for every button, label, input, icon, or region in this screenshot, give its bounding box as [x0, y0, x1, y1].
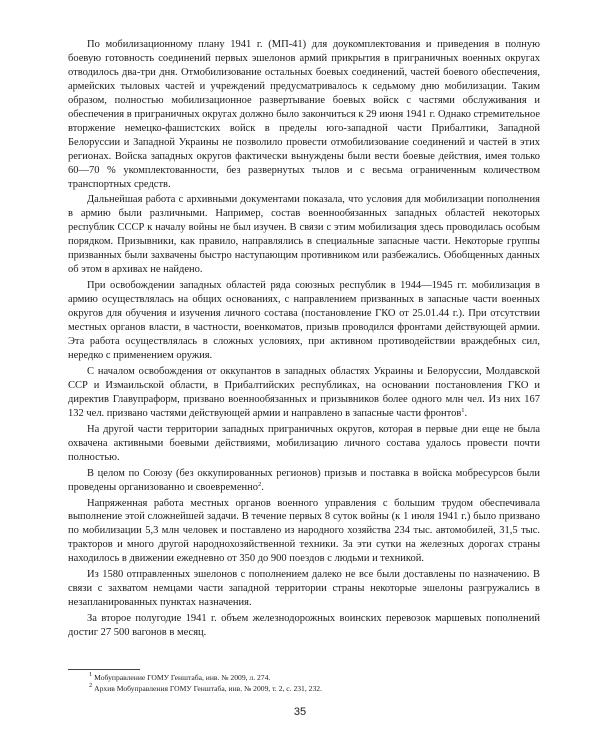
paragraph: Из 1580 отправленных эшелонов с пополнением далеко не все были доставлены по назначению. В связи с захватом немцами части западной территории страны некоторые эшелоны разгружались в незапланированных пунктах назначения.	[68, 569, 540, 609]
footnote-mark: 2	[89, 681, 93, 689]
footnote-text: Мобуправление ГОМУ Генштаба, инв. № 2009, л. 274.	[94, 673, 271, 682]
footnote-reference: 2	[257, 480, 262, 488]
paragraph: По мобилизационному плану 1941 г. (МП-41) для доукомплектования и приведения в полную боевую готовность соединений первых эшелонов армий прикрытия в приграничных военных округах отводилось два-три дня. Отмобилизование остальных боевых соединений, частей боевого обеспечения, армейских тыловых частей и учреждений предусматривалось к седьмому дню мобилизации. Таким образом, полностью мобилизационное развертывание боевых войск с частями обслуживания и обеспечения в приграничных округах должно было закончиться к 29 июня 1941 г. Однако стремительное вторжение немецко-фашистских войск в пределы юго-западной части Прибалтики, Западной Белоруссии и Западной Украины не позволило провести отмобилизование соединений и частей в этих регионах. Войска западных округов фактически вынуждены были вести боевые действия, имея только 60—70 % укомплектованности, без развернутых тылов и с весьма ограниченным количеством транспортных средств.	[68, 39, 540, 190]
footnote-mark: 1	[89, 671, 93, 678]
footnote	[68, 673, 540, 684]
footnote-divider	[68, 669, 140, 670]
page-number: 35	[293, 706, 307, 718]
main-text	[68, 38, 540, 642]
footnote	[68, 681, 540, 695]
paragraph-text: С началом освобождения от оккупантов в западных областях Украины и Белоруссии, Молдавской ССР и Измаильской области, в Прибалтийских республиках, на основании постановления ГКО и директив Главупраформ, призвано военнообязанных и призывников более одного млн чел. Из них 167 132 чел. призвано частями действующей армии и направлено в запасные части фронтов	[68, 365, 540, 419]
footnote-text: Архив Мобуправления ГОМУ Генштаба, инв. № 2009, т. 2, с. 231, 232.	[94, 683, 322, 693]
footnote-reference: 1	[461, 406, 465, 414]
paragraph: При освобождении западных областей ряда союзных республик в 1944—1945 гг. мобилизация в армию осуществлялась на общих основаниях, с направлением призванных в запасные части военных округов для обучения и изучения личного состава (постановление ГКО от 25.01.44 г.). При отсутствии местных органов власти, в частности, военкоматов, призыв проводился фронтами действующей армии. Эта работа осуществлялась в сложных условиях, при активном противодействии враждебных сил, нередко с применением оружия.	[68, 280, 540, 361]
paragraph: На другой части территории западных приграничных округов, которая в первые дни еще не была охвачена активными боевыми действиями, мобилизацию личного состава удалось провести почти полностью.	[68, 423, 540, 463]
paragraph: В целом по Союзу (без оккупированных регионов) призыв и поставка в войска мобресурсов были проведены организованно и своевременно$^2$.	[68, 467, 540, 493]
paragraph: За второе полугодие 1941 г. объем железнодорожных воинских перевозок маршевых пополнений достиг 27 500 вагонов в месяц.	[68, 613, 540, 639]
paragraph: С началом освобождения от оккупантов в западных областях Украины и Белоруссии, Молдавской ССР и Измаильской области, в Прибалтийских республиках, на основании постановления ГКО и директив Главупраформ, призвано военнообязанных и призывников более одного млн чел. Из них 167 132 чел. призвано частями действующей армии и направлено в запасные части фронтов$^1$.	[68, 365, 540, 419]
footnotes	[68, 673, 540, 694]
paragraph: Напряженная работа местных органов военного управления с большим трудом обеспечивала выполнение этой сложнейшей задачи. В течение первых 8 суток войны (к 1 июля 1941 г.) было призвано по мобилизации 5,3 млн человек и поставлено из народного хозяйства 234 тыс. автомобилей, 31,5 тыс. тракторов и много другой народнохозяйственной техники. За эти сутки на железных дорогах страны находилось в движении ежедневно от 350 до 900 поездов с людьми и техникой.	[68, 497, 540, 565]
paragraph: Дальнейшая работа с архивными документами показала, что условия для мобилизации пополнения в армию были различными. Например, состав военнообязанных западных областей некоторых республик СССР к началу войны не был изучен. В связи с этим мобилизация здесь проводилась особым порядком. Призывники, как правило, направлялись в специальные запасные части. Некоторые группы призванных были захвачены быстро наступающим противником или разбежались. Обобщенных данных об этом в архивах не найдено.	[68, 194, 540, 276]
paragraph-text: В целом по Союзу (без оккупированных регионов) призыв и поставка в войска мобресурсов были проведены организованно и своевременно	[68, 467, 540, 493]
